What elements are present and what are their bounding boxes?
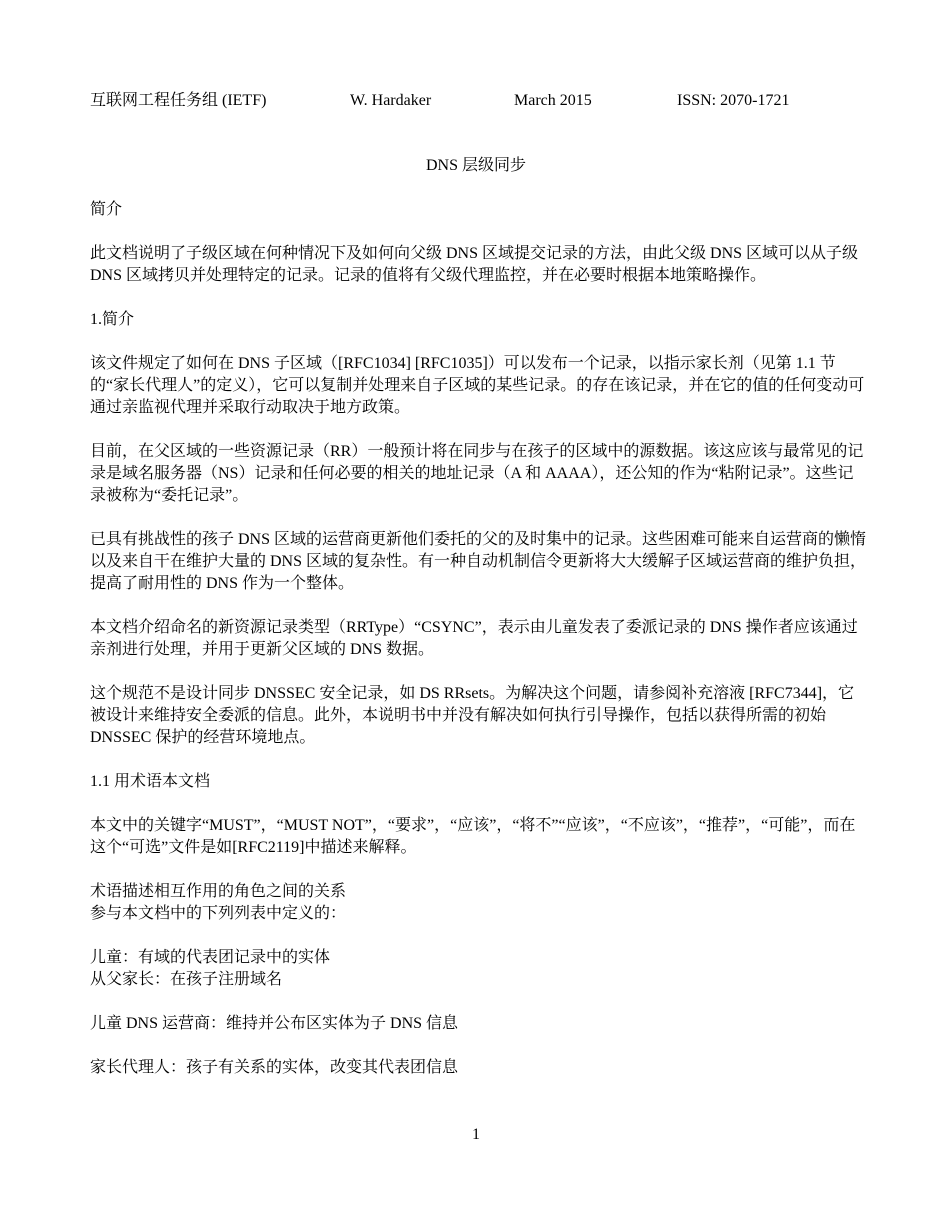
section-1-1-heading: 1.1 用术语本文档: [90, 773, 211, 790]
abstract-paragraph: 此文档说明了子级区域在何种情况下及如何向父级 DNS 区域提交记录的方法，由此父级 DNS 区域可以从子级 DNS 区域拷贝并处理特定的记录。记录的值将有父级代理监控，并在必要时根据本地策略操作。: [90, 245, 859, 284]
header-organization: 互联网工程任务组 (IETF): [90, 92, 267, 109]
section-1-paragraph: 已具有挑战性的孩子 DNS 区域的运营商更新他们委托的父的及时集中的记录。这些困难可能来自运营商的懒惰以及来自干在维护大量的 DNS 区域的复杂性。有一种自动机制信令更新将大大缓解子区域运营商的维护负担，提高了耐用性的 DNS 作为一个整体。: [90, 531, 867, 592]
term-child-line: 儿童：有域的代表团记录中的实体: [90, 949, 331, 966]
page-header: [90, 90, 870, 112]
terms-intro-line: 术语描述相互作用的角色之间的关系: [90, 883, 347, 900]
section-1-paragraph: 本文档介绍命名的新资源记录类型（RRType）“CSYNC”，表示由儿童发表了委派记录的 DNS 操作者应该通过亲剂进行处理，并用于更新父区域的 DNS 数据。: [90, 619, 858, 658]
header-date: March 2015: [514, 92, 592, 109]
terms-intro-line: 参与本文档中的下列列表中定义的：: [90, 905, 347, 922]
section-1-paragraph: 目前，在父区域的一些资源记录（RR）一般预计将在同步与在孩子的区域中的源数据。该这应该与最常见的记录是域名服务器（NS）记录和任何必要的相关的地址记录（A 和 AAAA），还公知的作为“粘附记录”。这些记录被称为“委托记录”。: [90, 443, 864, 504]
term-child-dns-operator: 儿童 DNS 运营商：维持并公布区实体为子 DNS 信息: [90, 1015, 459, 1032]
page-number: 1: [472, 1126, 480, 1143]
term-parental-agent: 家长代理人：孩子有关系的实体，改变其代表团信息: [90, 1059, 459, 1076]
section-1-heading: 1.简介: [90, 311, 135, 328]
section-1-1-paragraph: 本文中的关键字“MUST”，“MUST NOT”，“要求”，“应该”，“将不”“应该”，“不应该”，“推荐”，“可能”，而在这个“可选”文件是如[RFC2119]中描述来解释。: [90, 817, 856, 856]
abstract-heading: 简介: [90, 201, 123, 218]
header-issn: ISSN: 2070-1721: [677, 92, 790, 109]
section-1-paragraph: 该文件规定了如何在 DNS 子区域（[RFC1034] [RFC1035]）可以发布一个记录，以指示家长剂（见第 1.1 节的“家长代理人”的定义），它可以复制并处理来自子区域的某些记录。的存在该记录，并在它的值的任何变动可通过亲监视代理并采取行动取决于地方政策。: [90, 355, 865, 416]
document-body: [90, 199, 866, 1101]
section-1-paragraph: 这个规范不是设计同步 DNSSEC 安全记录，如 DS RRsets。为解决这个问题，请参阅补充溶液 [RFC7344]，它被设计来维持安全委派的信息。此外，本说明书中并没有解决如何执行引导操作，包括以获得所需的初始 DNSSEC 保护的经营环境地点。: [90, 685, 855, 746]
header-author: W. Hardaker: [350, 92, 432, 109]
document-title: DNS 层级同步: [425, 157, 526, 174]
term-child-line: 从父家长：在孩子注册域名: [90, 971, 283, 988]
